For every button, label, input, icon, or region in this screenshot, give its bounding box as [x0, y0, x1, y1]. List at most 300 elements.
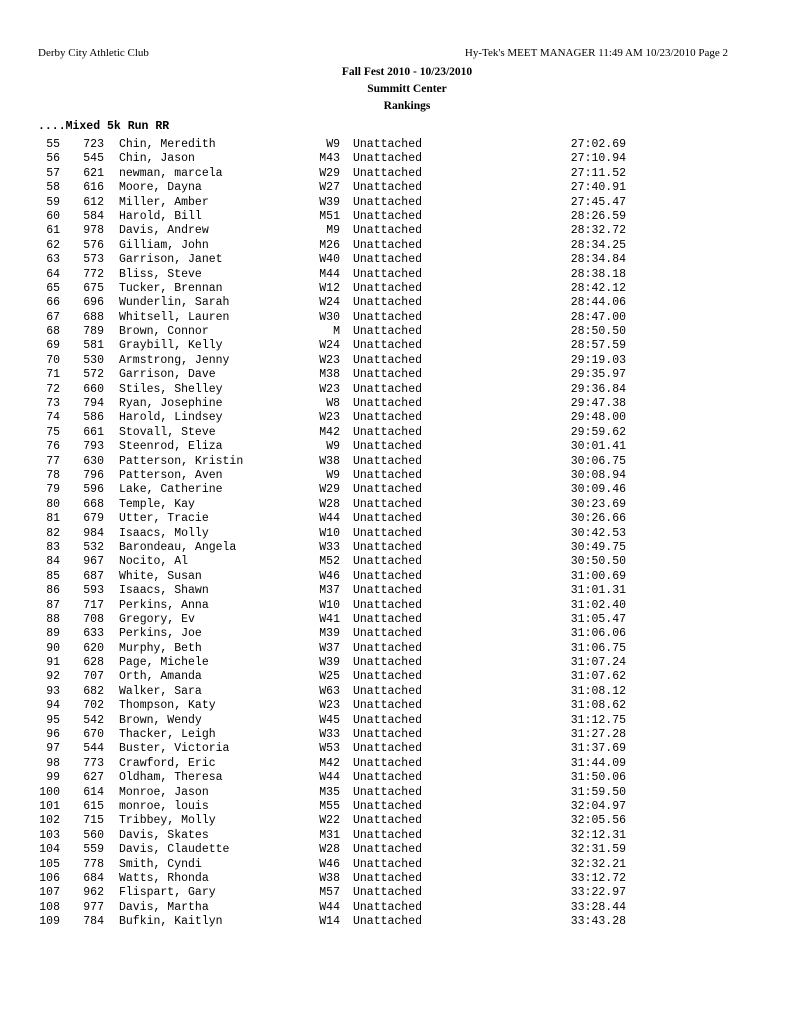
result-time: 31:12.75 [570, 713, 626, 727]
result-age-group: M55 [319, 799, 340, 813]
result-bib: 581 [83, 339, 104, 353]
result-name: White, Susan [119, 569, 202, 583]
result-time: 31:06.75 [570, 641, 626, 655]
result-age-group: W12 [319, 281, 340, 295]
result-time: 31:08.12 [570, 684, 626, 698]
result-age-group: W38 [319, 454, 340, 468]
result-place: 56 [46, 152, 60, 166]
result-name: Bufkin, Kaitlyn [119, 915, 223, 929]
result-bib: 545 [83, 152, 104, 166]
meet-venue: Summitt Center [367, 83, 447, 95]
result-time: 29:35.97 [570, 368, 626, 382]
result-team: Unattached [353, 843, 423, 857]
result-row [0, 886, 800, 900]
result-team: Unattached [353, 627, 423, 641]
result-row [0, 383, 800, 397]
result-place: 99 [46, 771, 60, 785]
result-row [0, 426, 800, 440]
result-team: Unattached [353, 699, 423, 713]
result-name: Brown, Wendy [119, 713, 202, 727]
result-row [0, 512, 800, 526]
result-bib: 532 [83, 540, 104, 554]
result-row [0, 339, 800, 353]
result-age-group: W23 [319, 382, 340, 396]
result-bib: 967 [83, 555, 104, 569]
result-team: Unattached [353, 598, 423, 612]
result-row [0, 253, 800, 267]
result-bib: 530 [83, 353, 104, 367]
result-team: Unattached [353, 814, 423, 828]
result-team: Unattached [353, 871, 423, 885]
result-place: 89 [46, 627, 60, 641]
result-age-group: M26 [319, 238, 340, 252]
result-place: 100 [39, 785, 60, 799]
result-bib: 778 [83, 857, 104, 871]
result-name: Miller, Amber [119, 195, 209, 209]
result-name: Murphy, Beth [119, 641, 202, 655]
result-age-group: M42 [319, 756, 340, 770]
result-row [0, 455, 800, 469]
result-time: 30:23.69 [570, 497, 626, 511]
result-name: Watts, Rhonda [119, 871, 209, 885]
result-place: 62 [46, 238, 60, 252]
result-team: Unattached [353, 454, 423, 468]
result-age-group: W23 [319, 411, 340, 425]
result-row [0, 901, 800, 915]
result-name: Chin, Jason [119, 152, 195, 166]
result-team: Unattached [353, 656, 423, 670]
result-team: Unattached [353, 584, 423, 598]
result-age-group: M42 [319, 425, 340, 439]
result-row [0, 224, 800, 238]
result-row [0, 656, 800, 670]
result-row [0, 858, 800, 872]
result-team: Unattached [353, 253, 423, 267]
result-team: Unattached [353, 411, 423, 425]
result-place: 71 [46, 368, 60, 382]
result-time: 28:42.12 [570, 281, 626, 295]
result-row [0, 742, 800, 756]
result-name: Perkins, Anna [119, 598, 209, 612]
result-bib: 977 [83, 900, 104, 914]
result-team: Unattached [353, 224, 423, 238]
result-name: Tribbey, Molly [119, 814, 216, 828]
result-place: 63 [46, 253, 60, 267]
software-timestamp-page: Hy-Tek's MEET MANAGER 11:49 AM 10/23/2010 Page 2 [464, 47, 728, 59]
result-team: Unattached [353, 684, 423, 698]
result-bib: 984 [83, 526, 104, 540]
result-place: 97 [46, 742, 60, 756]
result-bib: 723 [83, 138, 104, 151]
result-row [0, 325, 800, 339]
result-name: Davis, Andrew [119, 224, 209, 238]
result-time: 31:07.24 [570, 656, 626, 670]
result-row [0, 196, 800, 210]
result-age-group: W40 [319, 253, 340, 267]
result-name: Perkins, Joe [119, 627, 202, 641]
result-team: Unattached [353, 440, 423, 454]
result-name: Monroe, Jason [119, 785, 209, 799]
result-name: Thompson, Katy [119, 699, 216, 713]
result-row [0, 714, 800, 728]
result-place: 83 [46, 540, 60, 554]
result-place: 103 [39, 828, 60, 842]
result-place: 86 [46, 584, 60, 598]
result-team: Unattached [353, 540, 423, 554]
result-name: Ryan, Josephine [119, 397, 223, 411]
result-time: 27:40.91 [570, 181, 626, 195]
result-team: Unattached [353, 296, 423, 310]
result-place: 74 [46, 411, 60, 425]
result-row [0, 814, 800, 828]
result-place: 91 [46, 656, 60, 670]
result-row [0, 642, 800, 656]
result-age-group: M31 [319, 828, 340, 842]
result-row [0, 627, 800, 641]
result-age-group: W22 [319, 814, 340, 828]
result-time: 28:26.59 [570, 209, 626, 223]
result-bib: 559 [83, 843, 104, 857]
result-age-group: M37 [319, 584, 340, 598]
result-row [0, 685, 800, 699]
result-team: Unattached [353, 339, 423, 353]
result-place: 79 [46, 483, 60, 497]
result-row [0, 138, 800, 152]
result-bib: 614 [83, 785, 104, 799]
result-bib: 715 [83, 814, 104, 828]
result-team: Unattached [353, 181, 423, 195]
result-row [0, 800, 800, 814]
result-age-group: W23 [319, 699, 340, 713]
result-bib: 684 [83, 871, 104, 885]
result-bib: 627 [83, 771, 104, 785]
result-place: 107 [39, 886, 60, 900]
result-name: Oldham, Theresa [119, 771, 223, 785]
result-age-group: W39 [319, 195, 340, 209]
result-row [0, 167, 800, 181]
result-time: 31:50.06 [570, 771, 626, 785]
result-age-group: M57 [319, 886, 340, 900]
result-name: Davis, Skates [119, 828, 209, 842]
result-row [0, 296, 800, 310]
result-row [0, 239, 800, 253]
result-team: Unattached [353, 512, 423, 526]
result-team: Unattached [353, 785, 423, 799]
result-time: 27:11.52 [570, 166, 626, 180]
result-place: 102 [39, 814, 60, 828]
result-bib: 668 [83, 497, 104, 511]
result-place: 75 [46, 425, 60, 439]
result-place: 72 [46, 382, 60, 396]
result-row [0, 843, 800, 857]
result-team: Unattached [353, 497, 423, 511]
result-row [0, 469, 800, 483]
result-bib: 596 [83, 483, 104, 497]
result-place: 66 [46, 296, 60, 310]
result-team: Unattached [353, 310, 423, 324]
result-age-group: W14 [319, 915, 340, 929]
result-time: 27:02.69 [570, 138, 626, 151]
result-team: Unattached [353, 857, 423, 871]
result-age-group: W8 [326, 397, 340, 411]
result-team: Unattached [353, 195, 423, 209]
result-time: 28:34.25 [570, 238, 626, 252]
result-bib: 630 [83, 454, 104, 468]
result-age-group: W33 [319, 540, 340, 554]
result-bib: 586 [83, 411, 104, 425]
result-time: 30:50.50 [570, 555, 626, 569]
result-name: Thacker, Leigh [119, 728, 216, 742]
result-name: Armstrong, Jenny [119, 353, 230, 367]
result-name: Orth, Amanda [119, 670, 202, 684]
result-name: Walker, Sara [119, 684, 202, 698]
result-time: 31:00.69 [570, 569, 626, 583]
result-bib: 682 [83, 684, 104, 698]
result-row [0, 541, 800, 555]
result-bib: 696 [83, 296, 104, 310]
result-row [0, 915, 800, 929]
meet-title: Fall Fest 2010 - 10/23/2010 [341, 66, 473, 78]
result-name: Temple, Kay [119, 497, 195, 511]
club-name: Derby City Athletic Club [38, 47, 149, 59]
result-name: Wunderlin, Sarah [119, 296, 230, 310]
result-age-group: M43 [319, 152, 340, 166]
result-place: 78 [46, 468, 60, 482]
result-age-group: W23 [319, 353, 340, 367]
result-age-group: W29 [319, 483, 340, 497]
result-time: 29:48.00 [570, 411, 626, 425]
result-bib: 633 [83, 627, 104, 641]
result-row [0, 397, 800, 411]
result-bib: 708 [83, 612, 104, 626]
result-place: 93 [46, 684, 60, 698]
result-name: Brown, Connor [119, 325, 209, 339]
result-age-group: W39 [319, 656, 340, 670]
result-name: monroe, louis [119, 799, 209, 813]
result-time: 31:59.50 [570, 785, 626, 799]
result-row [0, 368, 800, 382]
result-name: Stiles, Shelley [119, 382, 223, 396]
result-age-group: M51 [319, 209, 340, 223]
result-place: 106 [39, 871, 60, 885]
result-team: Unattached [353, 612, 423, 626]
result-time: 33:43.28 [570, 915, 626, 929]
result-place: 70 [46, 353, 60, 367]
result-age-group: W9 [326, 138, 340, 151]
result-name: Tucker, Brennan [119, 281, 223, 295]
result-age-group: W37 [319, 641, 340, 655]
result-row [0, 411, 800, 425]
result-bib: 616 [83, 181, 104, 195]
result-team: Unattached [353, 569, 423, 583]
result-bib: 584 [83, 209, 104, 223]
result-bib: 593 [83, 584, 104, 598]
result-place: 96 [46, 728, 60, 742]
result-time: 31:02.40 [570, 598, 626, 612]
result-time: 30:06.75 [570, 454, 626, 468]
result-bib: 789 [83, 325, 104, 339]
result-time: 30:08.94 [570, 468, 626, 482]
result-place: 64 [46, 267, 60, 281]
results-list [0, 138, 800, 929]
result-team: Unattached [353, 238, 423, 252]
result-name: Chin, Meredith [119, 138, 216, 151]
result-row [0, 311, 800, 325]
result-place: 59 [46, 195, 60, 209]
event-label: ....Mixed 5k Run RR [38, 120, 170, 133]
result-time: 30:42.53 [570, 526, 626, 540]
result-name: Flispart, Gary [119, 886, 216, 900]
result-bib: 576 [83, 238, 104, 252]
result-age-group: M44 [319, 267, 340, 281]
section-heading: Rankings [383, 100, 431, 112]
result-bib: 687 [83, 569, 104, 583]
result-place: 65 [46, 281, 60, 295]
result-row [0, 699, 800, 713]
result-age-group: W24 [319, 296, 340, 310]
result-time: 31:37.69 [570, 742, 626, 756]
result-time: 31:05.47 [570, 612, 626, 626]
result-place: 82 [46, 526, 60, 540]
result-bib: 784 [83, 915, 104, 929]
result-place: 92 [46, 670, 60, 684]
result-bib: 702 [83, 699, 104, 713]
result-age-group: W63 [319, 684, 340, 698]
result-team: Unattached [353, 483, 423, 497]
result-place: 95 [46, 713, 60, 727]
result-age-group: W10 [319, 526, 340, 540]
result-name: Moore, Dayna [119, 181, 202, 195]
result-time: 27:45.47 [570, 195, 626, 209]
result-time: 28:50.50 [570, 325, 626, 339]
result-row [0, 570, 800, 584]
result-name: Stovall, Steve [119, 425, 216, 439]
result-row [0, 354, 800, 368]
result-team: Unattached [353, 900, 423, 914]
result-team: Unattached [353, 468, 423, 482]
result-time: 29:19.03 [570, 353, 626, 367]
result-place: 94 [46, 699, 60, 713]
result-name: Patterson, Kristin [119, 454, 244, 468]
result-place: 55 [46, 138, 60, 151]
result-place: 101 [39, 799, 60, 813]
result-place: 85 [46, 569, 60, 583]
result-team: Unattached [353, 670, 423, 684]
result-name: Crawford, Eric [119, 756, 216, 770]
result-age-group: M38 [319, 368, 340, 382]
result-place: 81 [46, 512, 60, 526]
result-team: Unattached [353, 799, 423, 813]
result-age-group: W41 [319, 612, 340, 626]
result-age-group: W28 [319, 843, 340, 857]
result-time: 29:47.38 [570, 397, 626, 411]
result-age-group: W9 [326, 468, 340, 482]
result-age-group: W45 [319, 713, 340, 727]
result-row [0, 829, 800, 843]
result-name: Barondeau, Angela [119, 540, 237, 554]
result-team: Unattached [353, 915, 423, 929]
result-team: Unattached [353, 325, 423, 339]
result-team: Unattached [353, 267, 423, 281]
result-row [0, 728, 800, 742]
result-bib: 707 [83, 670, 104, 684]
result-name: Utter, Tracie [119, 512, 209, 526]
result-team: Unattached [353, 397, 423, 411]
result-team: Unattached [353, 368, 423, 382]
result-row [0, 599, 800, 613]
result-row [0, 584, 800, 598]
result-time: 28:32.72 [570, 224, 626, 238]
result-time: 31:08.62 [570, 699, 626, 713]
result-bib: 962 [83, 886, 104, 900]
result-bib: 773 [83, 756, 104, 770]
result-place: 77 [46, 454, 60, 468]
result-row [0, 152, 800, 166]
result-name: Bliss, Steve [119, 267, 202, 281]
result-time: 28:47.00 [570, 310, 626, 324]
result-time: 28:38.18 [570, 267, 626, 281]
result-time: 30:26.66 [570, 512, 626, 526]
result-place: 73 [46, 397, 60, 411]
result-row [0, 555, 800, 569]
result-name: Whitsell, Lauren [119, 310, 230, 324]
result-name: Page, Michele [119, 656, 209, 670]
result-place: 80 [46, 497, 60, 511]
result-age-group: W33 [319, 728, 340, 742]
result-place: 108 [39, 900, 60, 914]
result-name: Garrison, Janet [119, 253, 223, 267]
result-bib: 661 [83, 425, 104, 439]
result-time: 32:12.31 [570, 828, 626, 842]
result-place: 67 [46, 310, 60, 324]
result-bib: 679 [83, 512, 104, 526]
result-age-group: W9 [326, 440, 340, 454]
result-name: Graybill, Kelly [119, 339, 223, 353]
result-team: Unattached [353, 382, 423, 396]
result-team: Unattached [353, 166, 423, 180]
result-bib: 615 [83, 799, 104, 813]
result-row [0, 771, 800, 785]
result-time: 31:01.31 [570, 584, 626, 598]
result-bib: 675 [83, 281, 104, 295]
result-bib: 612 [83, 195, 104, 209]
result-team: Unattached [353, 209, 423, 223]
result-row [0, 268, 800, 282]
result-name: Davis, Claudette [119, 843, 230, 857]
result-place: 105 [39, 857, 60, 871]
result-time: 33:28.44 [570, 900, 626, 914]
result-name: Harold, Lindsey [119, 411, 223, 425]
result-age-group: W46 [319, 857, 340, 871]
result-row [0, 282, 800, 296]
result-bib: 978 [83, 224, 104, 238]
result-name: Gregory, Ev [119, 612, 195, 626]
result-time: 32:04.97 [570, 799, 626, 813]
result-bib: 794 [83, 397, 104, 411]
result-place: 61 [46, 224, 60, 238]
result-team: Unattached [353, 828, 423, 842]
result-name: Garrison, Dave [119, 368, 216, 382]
result-time: 32:32.21 [570, 857, 626, 871]
result-age-group: W53 [319, 742, 340, 756]
result-time: 30:49.75 [570, 540, 626, 554]
result-age-group: M [333, 325, 340, 339]
result-time: 31:44.09 [570, 756, 626, 770]
result-place: 60 [46, 209, 60, 223]
result-team: Unattached [353, 425, 423, 439]
result-time: 29:59.62 [570, 425, 626, 439]
result-bib: 628 [83, 656, 104, 670]
